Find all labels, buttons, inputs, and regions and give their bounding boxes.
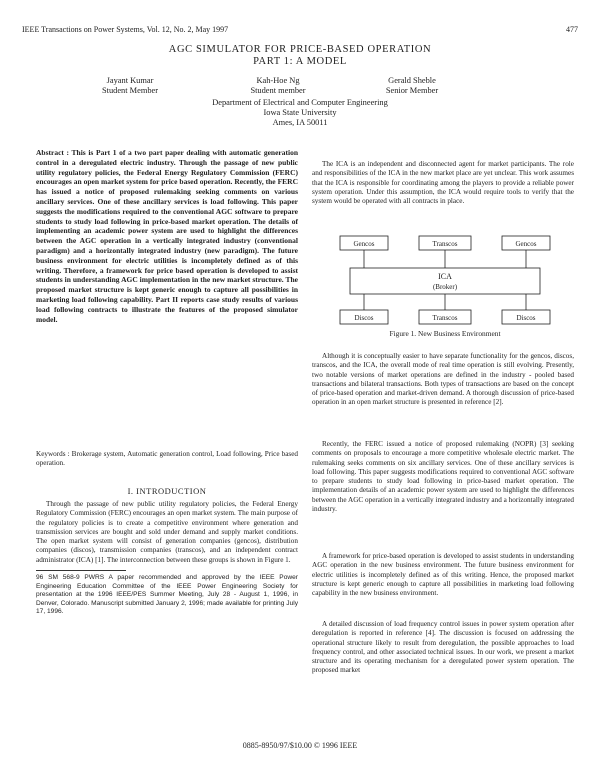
author-3 [352, 76, 472, 96]
paper-title [0, 44, 600, 68]
right-column-paragraph-2 [312, 352, 574, 408]
author-role: Student member [250, 86, 306, 95]
running-header [22, 25, 578, 37]
journal-name: IEEE Transactions on Power Systems, Vol. 12, No. 2, May 1997 [22, 25, 229, 34]
author-role: Student Member [101, 86, 159, 95]
abstract: Abstract : This is Part 1 of a two part paper dealing with automatic generation control in a deregulated electric industry. Through the passage of new public utility regulatory policies, the Federal Energy Regulatory Commission (FERC) encourages an open market system for price based operation. Recently, the FERC has issued a notice of proposed rulemaking seeking comments on various ancillary services. One of these ancillary services is load following. This paper suggests the modifications required to the conventional AGC software to prepare students to study load following in price-based market operation. The details of implementing an academic power system are used to highlight the differences between the AGC operation in a vertically integrated industry (conventional paradigm) and a horizontally integrated industry (new paradigm). The future business environment for electric utilities is incompletely defined as of this writing. Therefore, a framework for price based operation is developed to assist students in understanding AGC implementation in the new market structure. The proposed market structure is kept generic enough to capture all possibilities in marketing load following capability. Part II reports case study results of various load following contracts to illustrate the features of the proposed simulator model. [36, 148, 298, 324]
author-2 [218, 76, 338, 96]
diagram-label: Transcos [432, 314, 458, 322]
author-name: Kah-Hoe Ng [256, 76, 300, 85]
section-heading-introduction: I. INTRODUCTION [127, 486, 207, 496]
body-paragraph: A framework for price-based operation is developed to assist students in understanding AGC operation in the new business environment. The future business environment for electric utilities is incompletely defined as of this writing. Hence, the proposed market structure is kept generic enough to capture all possibilities in marketing load following capability in the new business environment. [312, 552, 574, 598]
footnote-divider [36, 570, 126, 571]
footnote: 96 SM 568-9 PWRS A paper recommended and approved by the IEEE Power Engineering Education Committee of the IEEE Power Engineering Society for presentation at the 1996 IEEE/PES Summer Meeting, July 28 - August 1, 1996, in Denver, Colorado. Manuscript submitted January 2, 1996; made available for printing July 17, 1996. [36, 574, 298, 616]
author-1 [70, 76, 190, 96]
body-paragraph: A detailed discussion of load frequency control issues in power system operation after deregulation is reported in reference [4]. The discussion is focused on addressing the operational structure likely to result from deregulation, the possible approaches to load frequency control, and other associated technical issues. In our work, we present a market structure and its operating mechanism for a deregulated power system operation. The proposed market [312, 620, 574, 675]
diagram-label: Transcos [432, 240, 458, 248]
figure-caption: Figure 1. New Business Environment [389, 329, 501, 338]
body-paragraph: Recently, the FERC issued a notice of proposed rulemaking (NOPR) [3] seeking comments on proposals to encourage a more competitive wholesale electric market. The rulemaking seeks comments on six ancillary services. One of these ancillary services is load following. This paper suggests modifications required to conventional AGC software to prepare students to study load following in price-based market operation. The implementation details of an academic power system are used to highlight the differences between the AGC operation in a vertically integrated industry and a horizontally integrated industry. [312, 440, 574, 514]
intro-paragraph: Through the passage of new public utility regulatory policies, the Federal Energy Regulatory Commission (FERC) encourages an open market system. The main purpose of the regulatory policies is to create a competitive environment where generation and transmission services are bought and sold under demand and supply market conditions. The open market system will consist of generation companies (gencos), distribution companies (discos), transmission companies (transcos), and an independent contract administrator (ICA) [1]. The interconnection between these groups is shown in Figure 1. [36, 500, 298, 564]
affiliation-dept: Department of Electrical and Computer Engineering [212, 98, 388, 107]
figure-1 [330, 232, 560, 342]
body-paragraph: Although it is conceptually easier to have separate functionality for the gencos, discos, transcos, and the ICA, the overall mode of real time operation is still evolving. Presently, two notable versions of market operations are defined in the industry - pooled based transactions and bilateral transactions. Both types of transactions are based on the concept of price-based operation and market-driven demand. A thorough discussion of price-based operation in an open market structure is presented in reference [2]. [312, 352, 574, 407]
affiliation-university: Iowa State University [263, 108, 337, 117]
title-line-1: AGC SIMULATOR FOR PRICE-BASED OPERATION [168, 44, 432, 55]
right-column-paragraph-4 [312, 552, 574, 598]
right-column-paragraph-5 [312, 620, 574, 676]
affiliation-city: Ames, IA 50011 [272, 118, 328, 127]
business-environment-diagram [330, 232, 560, 328]
affiliation [0, 98, 600, 128]
diagram-label: Discos [516, 314, 536, 322]
keywords: Keywords : Brokerage system, Automatic generation control, Load following, Price based operation. [36, 450, 298, 468]
body-paragraph: The ICA is an independent and disconnected agent for market participants. The role and responsibilities of the ICA in the new market place are yet unclear. This work assumes that the ICA is responsible for coordinating among the players to provide a reliable power system operation. Under this assumption, the ICA would require tools to verify that the system would be operated with all contracts in place. [312, 160, 574, 206]
right-column-paragraph-3 [312, 440, 574, 514]
author-role: Senior Member [385, 86, 439, 95]
author-name: Gerald Sheble [388, 76, 436, 85]
author-name: Jayant Kumar [106, 76, 154, 85]
copyright-footer: 0885-8950/97/$10.00 © 1996 IEEE [242, 741, 358, 750]
page-number: 477 [566, 25, 578, 34]
right-column-paragraph-1 [312, 160, 574, 206]
introduction-body [36, 500, 298, 565]
diagram-label: Gencos [353, 240, 375, 248]
diagram-label: Discos [354, 314, 374, 322]
diagram-label-broker: (Broker) [432, 283, 458, 291]
title-line-2: PART 1: A MODEL [253, 56, 347, 67]
diagram-label: Gencos [515, 240, 537, 248]
diagram-label-ica: ICA [438, 272, 452, 281]
